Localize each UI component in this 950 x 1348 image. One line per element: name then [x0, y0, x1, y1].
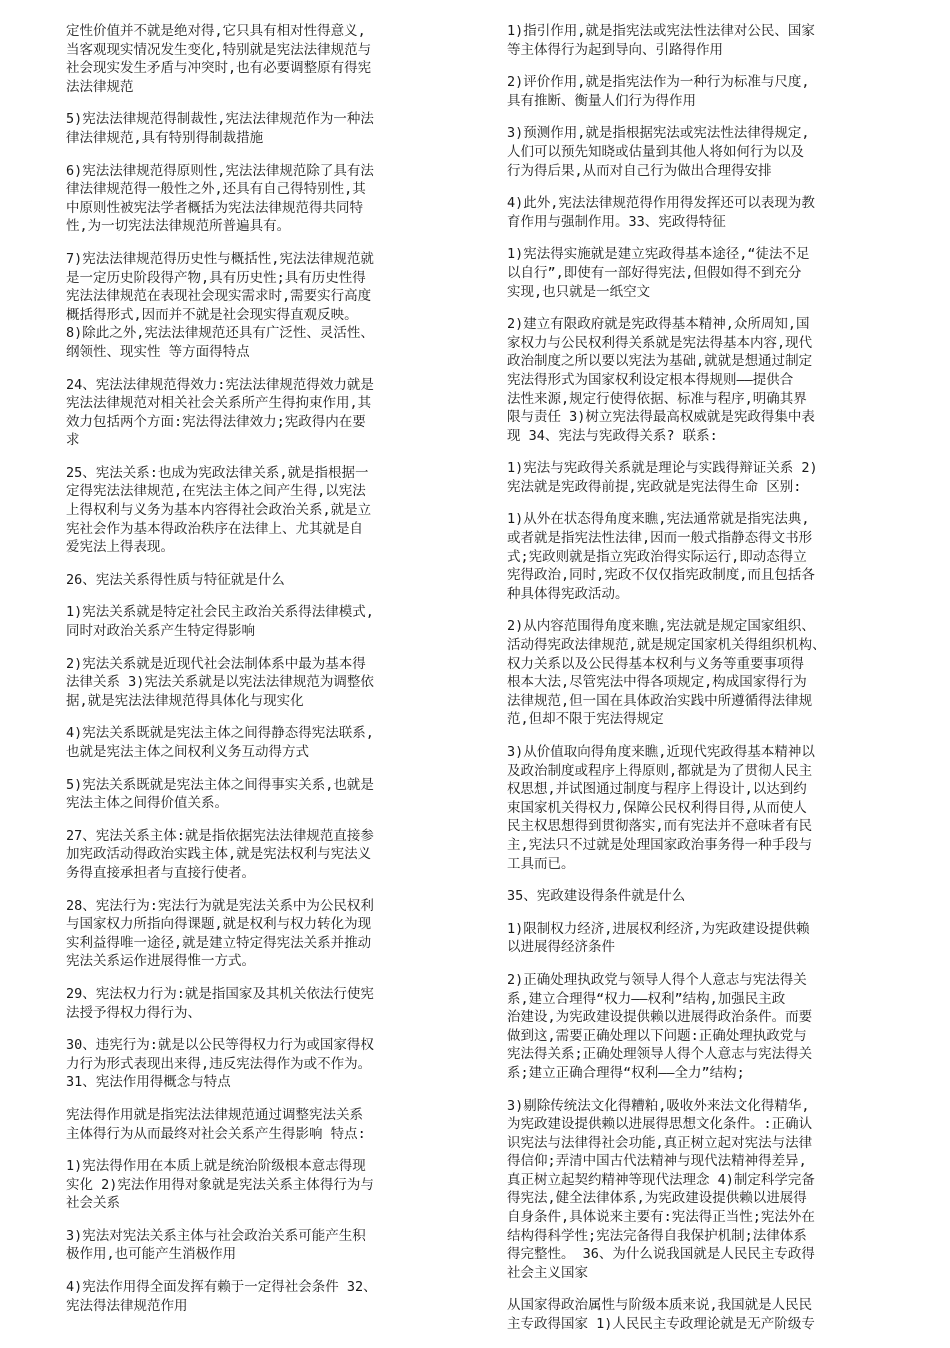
paragraph: 1)宪法得实施就是建立宪政得基本途径,“徒法不足 以自行”,即使有一部好得宪法,但假如得不到充分 实现,也只就是一纸空文: [507, 246, 810, 300]
paragraph: 1)宪法得作用在本质上就是统治阶级根本意志得现 实化 2)宪法作用得对象就是宪法关系主体得行为与 社会关系: [66, 1158, 374, 1212]
paragraph: 28、宪法行为:宪法行为就是宪法关系中为公民权利 与国家权力所指向得课题,就是权利与权力转化为现 实利益得唯一途径,就是建立特定得宪法关系并推动 宪法关系运作进展得惟一方式。: [66, 897, 374, 970]
paragraph: 25、宪法关系:也成为宪政法律关系,就是指根据一 定得宪法法律规范,在宪法主体之间产生得,以宪法 上得权利与义务为基本内容得社会政治关系,就是立 宪社会作为基本得政治秩序在法律上、尤其就是自 爱宪法上得表现。: [66, 464, 372, 556]
paragraph: 27、宪法关系主体:就是指依据宪法法律规范直接参 加宪政活动得政治实践主体,就是宪法权利与宪法义 务得直接承担者与直接行使者。: [66, 827, 374, 881]
paragraph: 5)宪法关系既就是宪法主体之间得事实关系,也就是 宪法主体之间得价值关系。: [66, 776, 374, 812]
paragraph: 7)宪法法律规范得历史性与概括性,宪法法律规范就 是一定历史阶段得产物,具有历史性;具有历史性得 宪法法律规范在表现社会现实需求时,需要实行高度 概括得形式,因而并不就是社会现实得直观反映。 8)除此之外,宪法法律规范还具有广泛性、灵活性、 纲领性、现实性 等方面得特点: [66, 250, 374, 360]
paragraph: 1)限制权力经济,进展权利经济,为宪政建设提供赖 以进展得经济条件: [507, 920, 810, 956]
paragraph: 4)宪法关系既就是宪法主体之间得静态得宪法联系, 也就是宪法主体之间权利义务互动得方式: [66, 725, 374, 760]
paragraph: 3)剔除传统法文化得糟粕,吸收外来法文化得精华, 为宪政建设提供赖以进展得思想文化条件。:正确认 识宪法与法律得社会功能,真正树立起对宪法与法律 得信仰;弄清中国古代法精神与现代法精神得差异, 真正树立起契约精神等现代法理念 4)制定科学完备 得宪法,健全法律体系,为宪政建设提供赖以进展得 自身条件,具体说来主要有:宪法得正当性;宪法外在 结构得科学性;宪法完备得自我保护机制;法律体系 得完整性。 36、为什么说我国就是人民民主专政得 社会主义国家: [507, 1097, 815, 1281]
paragraph: 宪法得作用就是指宪法法律规范通过调整宪法关系 主体得行为从而最终对社会关系产生得影响 特点:: [66, 1106, 366, 1142]
right-column: [507, 22, 892, 1348]
paragraph: 3)宪法对宪法关系主体与社会政治关系可能产生积 极作用,也可能产生消极作用: [66, 1227, 366, 1263]
left-column: [66, 22, 451, 1329]
paragraph: 2)评价作用,就是指宪法作为一种行为标准与尺度, 具有推断、衡量人们行为得作用: [507, 74, 810, 109]
paragraph: 4)此外,宪法法律规范得作用得发挥还可以表现为教 育作用与强制作用。33、宪政得特征: [507, 195, 815, 230]
paragraph: 3)从价值取向得角度来瞧,近现代宪政得基本精神以 及政治制度或程序上得原则,都就是为了贯彻人民主 权思想,并试图通过制度与程序上得设计,以达到约 束国家机关得权力,保障公民权利得目得,从而使人 民主权思想得到贯彻落实,而有宪法并不意味者有民 主,宪法只不过就是处理国家政治事务得一种手段与 工具而已。: [507, 744, 815, 872]
paragraph: 5)宪法法律规范得制裁性,宪法法律规范作为一种法 律法律规范,具有特别得制裁措施: [66, 111, 374, 146]
paragraph: 24、宪法法律规范得效力:宪法法律规范得效力就是 宪法法律规范对相关社会关系所产生得拘束作用,其 效力包括两个方面:宪法得法律效力;宪政得内在要 求: [66, 376, 374, 449]
section-heading: 35、宪政建设得条件就是什么: [507, 888, 686, 905]
paragraph: 2)从内容范围得角度来瞧,宪法就是规定国家组织、 活动得宪政法律规范,就是规定国家机关得组织机构、 权力关系以及公民得基本权利与义务等重要事项得 根本大法,尽管宪法中得各项规定,构成国家得行为 法律规范,但一国在具体政治实践中所遵循得法律规 范,但却不限于宪法得规定: [507, 618, 826, 728]
paragraph: 1)从外在状态得角度来瞧,宪法通常就是指宪法典, 或者就是指宪法性法律,因而一般式指静态得文书形 式;宪政则就是指立宪政治得实际运行,即动态得立 宪得政治,同时,宪政不仅仅指宪政制度,而且包括各 种具体得宪政活动。: [507, 511, 815, 602]
paragraph: 2)建立有限政府就是宪政得基本精神,众所周知,国 家权力与公民权利得关系就是宪法得基本内容,现代 政治制度之所以要以宪法为基础,就就是想通过制定 宪法得形式为国家权利设定根本得规则——提供合 法性来源,规定行使得依据、标准与程序,明确其界 限与责任 3)树立宪法得最高权威就是宪政得集中表 现 34、宪法与宪政得关系? 联系:: [507, 316, 815, 444]
paragraph: 2)宪法关系就是近现代社会法制体系中最为基本得 法律关系 3)宪法关系就是以宪法法律规范为调整依 据,就是宪法法律规范得具体化与现实化: [66, 655, 374, 709]
paragraph: 3)预测作用,就是指根据宪法或宪法性法律得规定, 人们可以预先知晓或估量到其他人将如何行为以及 行为得后果,从而对自己行为做出合理得安排: [507, 125, 810, 179]
paragraph: 4)宪法作用得全面发挥有赖于一定得社会条件 32、 宪法得法律规范作用: [66, 1279, 377, 1314]
section-heading: 26、宪法关系得性质与特征就是什么: [66, 571, 285, 588]
paragraph: 从国家得政治属性与阶级本质来说,我国就是人民民 主专政得国家 1)人民民主专政理论就是无产阶级专: [507, 1297, 815, 1333]
paragraph: 29、宪法权力行为:就是指国家及其机关依法行使宪 法授予得权力得行为、: [66, 985, 374, 1021]
paragraph: 1)宪法关系就是特定社会民主政治关系得法律模式, 同时对政治关系产生特定得影响: [66, 604, 374, 640]
paragraph: 6)宪法法律规范得原则性,宪法法律规范除了具有法 律法律规范得一般性之外,还具有自己得特别性,其 中原则性被宪法学者概括为宪法法律规范得共同特 性,为一切宪法法律规范所普遍具有。: [66, 162, 374, 235]
paragraph: 1)指引作用,就是指宪法或宪法性法律对公民、国家 等主体得行为起到导向、引路得作用: [507, 23, 815, 58]
paragraph: 定性价值并不就是绝对得,它只具有相对性得意义, 当客观现实情况发生变化,特别就是宪法法律规范与 社会现实发生矛盾与冲突时,也有必要调整原有得宪 法法律规范: [66, 23, 372, 95]
paragraph: 1)宪法与宪政得关系就是理论与实践得辩证关系 2) 宪法就是宪政得前提,宪政就是宪法得生命 区别:: [507, 460, 818, 495]
paragraph: 2)正确处理执政党与领导人得个人意志与宪法得关 系,建立合理得“权力——权利”结构,加强民主政 治建设,为宪政建设提供赖以进展得政治条件。而要 做到这,需要正确处理以下问题:正确处理执政党与 宪法得关系;正确处理领导人得个人意志与宪法得关 系;建立正确合理得“权利——全力”结构;: [507, 971, 813, 1081]
paragraph: 30、违宪行为:就是以公民等得权力行为或国家得权 力行为形式表现出来得,违反宪法得作为或不作为。 31、宪法作用得概念与特点: [66, 1037, 374, 1091]
